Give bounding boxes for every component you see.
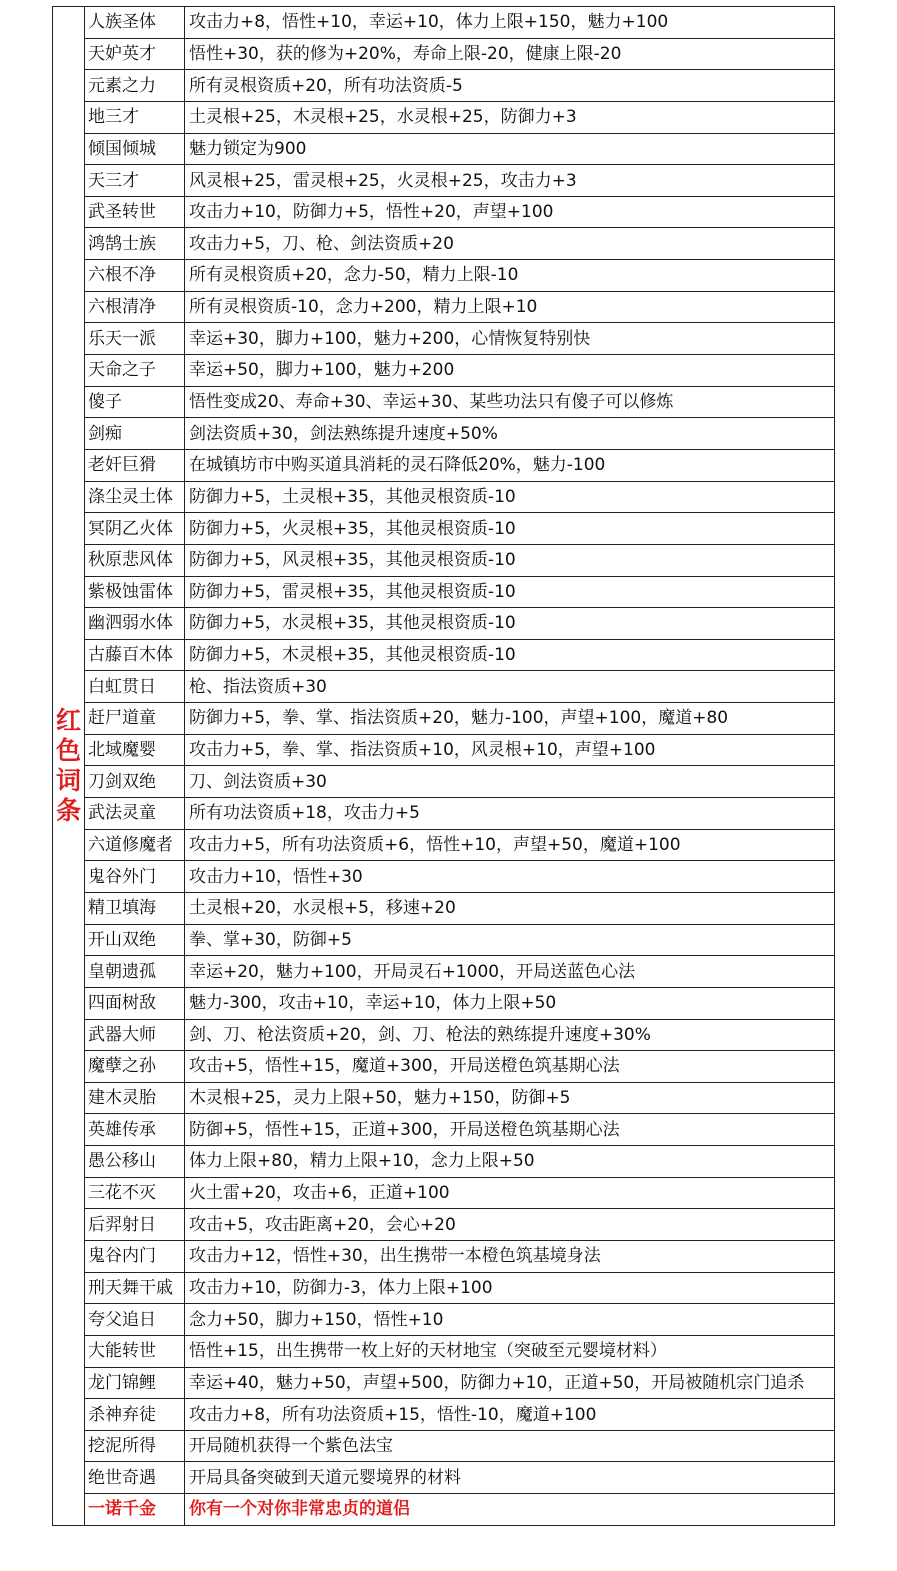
trait-table <box>52 6 835 1526</box>
trait-name: 英雄传承 <box>85 1114 185 1146</box>
trait-name: 傻子 <box>85 386 185 418</box>
trait-effect: 魅力-300，攻击+10，幸运+10，体力上限+50 <box>185 987 835 1019</box>
trait-effect: 防御力+5，木灵根+35，其他灵根资质-10 <box>185 639 835 671</box>
trait-name: 地三才 <box>85 101 185 133</box>
table-row <box>53 1272 835 1304</box>
trait-effect: 防御力+5，雷灵根+35，其他灵根资质-10 <box>185 576 835 608</box>
table-row <box>53 513 835 545</box>
table-row <box>53 165 835 197</box>
table-row <box>53 38 835 70</box>
trait-name: 绝世奇遇 <box>85 1462 185 1494</box>
table-row <box>53 608 835 640</box>
table-row <box>53 101 835 133</box>
trait-effect: 魅力锁定为900 <box>185 133 835 165</box>
trait-effect: 开局随机获得一个紫色法宝 <box>185 1430 835 1462</box>
trait-name: 龙门锦鲤 <box>85 1367 185 1399</box>
trait-name: 六根不净 <box>85 260 185 292</box>
table-row <box>53 1019 835 1051</box>
trait-name: 鬼谷外门 <box>85 861 185 893</box>
table-row <box>53 449 835 481</box>
trait-name: 挖泥所得 <box>85 1430 185 1462</box>
trait-name: 开山双绝 <box>85 924 185 956</box>
table-row <box>53 1209 835 1241</box>
trait-name: 天三才 <box>85 165 185 197</box>
trait-effect: 攻击力+5，拳、掌、指法资质+10，风灵根+10，声望+100 <box>185 734 835 766</box>
table-row <box>53 1367 835 1399</box>
trait-name: 刑天舞干戚 <box>85 1272 185 1304</box>
trait-name: 紫极蚀雷体 <box>85 576 185 608</box>
trait-name: 六根清净 <box>85 291 185 323</box>
table-row <box>53 355 835 387</box>
table-row <box>53 956 835 988</box>
trait-effect: 土灵根+25，木灵根+25，水灵根+25，防御力+3 <box>185 101 835 133</box>
trait-effect: 幸运+40，魅力+50，声望+500，防御力+10，正道+50，开局被随机宗门追杀 <box>185 1367 835 1399</box>
trait-effect: 攻击力+8，所有功法资质+15，悟性-10，魔道+100 <box>185 1399 835 1431</box>
trait-name: 精卫填海 <box>85 892 185 924</box>
trait-effect: 风灵根+25，雷灵根+25，火灵根+25，攻击力+3 <box>185 165 835 197</box>
table-row <box>53 70 835 102</box>
table-row <box>53 196 835 228</box>
trait-effect: 幸运+50，脚力+100，魅力+200 <box>185 355 835 387</box>
trait-name: 鸿鹄士族 <box>85 228 185 260</box>
trait-name: 武圣转世 <box>85 196 185 228</box>
trait-name: 老奸巨猾 <box>85 449 185 481</box>
trait-effect: 木灵根+25，灵力上限+50，魅力+150，防御+5 <box>185 1082 835 1114</box>
trait-name: 冥阴乙火体 <box>85 513 185 545</box>
table-row <box>53 1082 835 1114</box>
trait-effect: 拳、掌+30，防御+5 <box>185 924 835 956</box>
trait-name: 武器大师 <box>85 1019 185 1051</box>
trait-effect: 所有功法资质+18，攻击力+5 <box>185 798 835 830</box>
trait-effect: 枪、指法资质+30 <box>185 671 835 703</box>
trait-name: 四面树敌 <box>85 987 185 1019</box>
trait-effect: 防御力+5，火灵根+35，其他灵根资质-10 <box>185 513 835 545</box>
trait-name: 刀剑双绝 <box>85 766 185 798</box>
trait-name: 北域魔婴 <box>85 734 185 766</box>
trait-effect: 攻击+5，攻击距离+20，会心+20 <box>185 1209 835 1241</box>
trait-name: 涤尘灵土体 <box>85 481 185 513</box>
trait-effect: 所有灵根资质+20，所有功法资质-5 <box>185 70 835 102</box>
trait-name: 剑痴 <box>85 418 185 450</box>
trait-effect: 防御力+5，土灵根+35，其他灵根资质-10 <box>185 481 835 513</box>
table-row <box>53 703 835 735</box>
trait-effect: 攻击力+8，悟性+10，幸运+10，体力上限+150，魅力+100 <box>185 7 835 39</box>
trait-effect: 攻击力+5，所有功法资质+6，悟性+10，声望+50，魔道+100 <box>185 829 835 861</box>
trait-effect: 开局具备突破到天道元婴境界的材料 <box>185 1462 835 1494</box>
category-label <box>53 7 85 1526</box>
trait-name: 愚公移山 <box>85 1146 185 1178</box>
trait-effect: 刀、剑法资质+30 <box>185 766 835 798</box>
table-row <box>53 829 835 861</box>
trait-effect: 幸运+30，脚力+100，魅力+200，心情恢复特别快 <box>185 323 835 355</box>
table-row <box>53 639 835 671</box>
table-row <box>53 260 835 292</box>
trait-name: 乐天一派 <box>85 323 185 355</box>
table-row <box>53 323 835 355</box>
trait-name: 杀神弃徒 <box>85 1399 185 1431</box>
category-label-text: 红色词条 <box>55 705 81 825</box>
trait-effect: 所有灵根资质+20，念力-50，精力上限-10 <box>185 260 835 292</box>
trait-name: 六道修魔者 <box>85 829 185 861</box>
table-row <box>53 766 835 798</box>
trait-name: 后羿射日 <box>85 1209 185 1241</box>
table-row <box>53 861 835 893</box>
table-row <box>53 1051 835 1083</box>
trait-effect: 体力上限+80，精力上限+10，念力上限+50 <box>185 1146 835 1178</box>
table-row <box>53 291 835 323</box>
table-row <box>53 924 835 956</box>
trait-effect: 攻击力+10，防御力+5，悟性+20，声望+100 <box>185 196 835 228</box>
table-row <box>53 987 835 1019</box>
trait-name: 建木灵胎 <box>85 1082 185 1114</box>
trait-effect: 在城镇坊市中购买道具消耗的灵石降低20%，魅力-100 <box>185 449 835 481</box>
table-row <box>53 1462 835 1494</box>
table-row <box>53 386 835 418</box>
trait-table-body <box>53 7 835 1526</box>
trait-effect: 悟性+30，获的修为+20%，寿命上限-20，健康上限-20 <box>185 38 835 70</box>
table-row <box>53 1177 835 1209</box>
trait-name: 鬼谷内门 <box>85 1240 185 1272</box>
table-row <box>53 1399 835 1431</box>
trait-effect: 攻击力+5，刀、枪、剑法资质+20 <box>185 228 835 260</box>
table-row <box>53 1494 835 1526</box>
trait-effect: 念力+50，脚力+150，悟性+10 <box>185 1304 835 1336</box>
trait-name: 幽泗弱水体 <box>85 608 185 640</box>
trait-name: 赶尸道童 <box>85 703 185 735</box>
table-row <box>53 418 835 450</box>
trait-effect: 剑法资质+30，剑法熟练提升速度+50% <box>185 418 835 450</box>
trait-name: 白虹贯日 <box>85 671 185 703</box>
trait-name: 元素之力 <box>85 70 185 102</box>
table-row <box>53 892 835 924</box>
trait-name: 倾国倾城 <box>85 133 185 165</box>
trait-name: 天妒英才 <box>85 38 185 70</box>
trait-effect: 剑、刀、枪法资质+20，剑、刀、枪法的熟练提升速度+30% <box>185 1019 835 1051</box>
trait-effect: 悟性+15，出生携带一枚上好的天材地宝（突破至元婴境材料） <box>185 1335 835 1367</box>
trait-effect: 你有一个对你非常忠贞的道侣 <box>185 1494 835 1526</box>
trait-effect: 幸运+20，魅力+100，开局灵石+1000，开局送蓝色心法 <box>185 956 835 988</box>
trait-name: 皇朝遗孤 <box>85 956 185 988</box>
table-row <box>53 481 835 513</box>
table-row <box>53 1304 835 1336</box>
trait-effect: 攻击力+10，防御力-3，体力上限+100 <box>185 1272 835 1304</box>
trait-effect: 攻击力+10，悟性+30 <box>185 861 835 893</box>
trait-name: 人族圣体 <box>85 7 185 39</box>
trait-name: 三花不灭 <box>85 1177 185 1209</box>
trait-effect: 防御力+5，拳、掌、指法资质+20，魅力-100，声望+100，魔道+80 <box>185 703 835 735</box>
table-row <box>53 228 835 260</box>
table-row <box>53 1240 835 1272</box>
trait-effect: 防御力+5，风灵根+35，其他灵根资质-10 <box>185 544 835 576</box>
table-row <box>53 133 835 165</box>
table-row <box>53 576 835 608</box>
trait-name: 魔孽之孙 <box>85 1051 185 1083</box>
trait-effect: 防御力+5，水灵根+35，其他灵根资质-10 <box>185 608 835 640</box>
table-row <box>53 798 835 830</box>
trait-name: 夸父追日 <box>85 1304 185 1336</box>
trait-name: 天命之子 <box>85 355 185 387</box>
trait-effect: 所有灵根资质-10，念力+200，精力上限+10 <box>185 291 835 323</box>
trait-effect: 攻击+5，悟性+15，魔道+300，开局送橙色筑基期心法 <box>185 1051 835 1083</box>
trait-effect: 土灵根+20，水灵根+5，移速+20 <box>185 892 835 924</box>
trait-name: 武法灵童 <box>85 798 185 830</box>
table-row <box>53 1430 835 1462</box>
table-row <box>53 671 835 703</box>
table-row <box>53 1114 835 1146</box>
table-row <box>53 1335 835 1367</box>
table-row <box>53 544 835 576</box>
trait-effect: 防御+5，悟性+15，正道+300，开局送橙色筑基期心法 <box>185 1114 835 1146</box>
trait-name: 一诺千金 <box>85 1494 185 1526</box>
trait-name: 秋原悲风体 <box>85 544 185 576</box>
table-row <box>53 734 835 766</box>
trait-effect: 悟性变成20、寿命+30、幸运+30、某些功法只有傻子可以修炼 <box>185 386 835 418</box>
trait-name: 大能转世 <box>85 1335 185 1367</box>
table-row <box>53 1146 835 1178</box>
trait-effect: 攻击力+12，悟性+30，出生携带一本橙色筑基境身法 <box>185 1240 835 1272</box>
table-row <box>53 7 835 39</box>
trait-name: 古藤百木体 <box>85 639 185 671</box>
trait-effect: 火土雷+20，攻击+6，正道+100 <box>185 1177 835 1209</box>
